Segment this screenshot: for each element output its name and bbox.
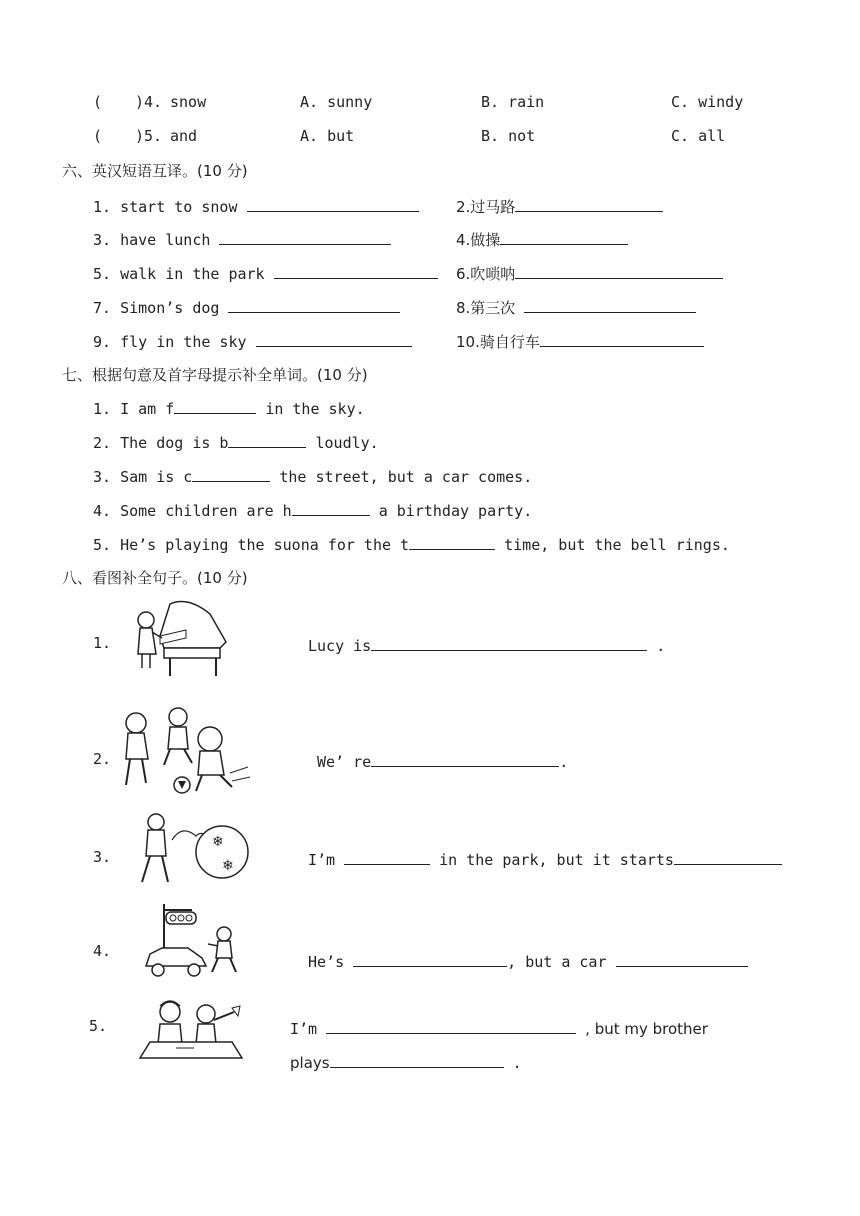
picture-item-number: 2. [93,750,112,768]
sentence-text: in the park, but it starts [439,851,674,869]
picture-sentence [308,634,665,655]
phrase-text: 1. start to snow [93,198,238,216]
sentence-text: plays [290,1054,330,1072]
answer-blank[interactable] [228,431,306,448]
answer-blank[interactable] [219,228,391,245]
boy-crossing-street-picture [140,900,245,982]
answer-paren-open[interactable]: ( [93,127,103,145]
girl-writing-boy-playing-suona-picture [136,998,246,1064]
option-a[interactable]: A. but [300,127,355,145]
phrase-text: 7. Simon’s dog [93,299,220,317]
answer-blank[interactable] [674,848,782,865]
answer-blank[interactable] [326,1017,576,1034]
phrase-text: 6.吹唢呐 [456,265,516,283]
picture-sentence [317,750,568,771]
sentence-number: 5. [93,536,112,554]
answer-blank[interactable] [515,262,723,279]
picture-sentence [308,950,748,971]
answer-paren-close: ) [135,127,145,145]
option-c[interactable]: C. windy [671,93,744,111]
sentence-text: He’s playing the suona for the t [120,536,410,554]
svg-text:❄: ❄ [212,834,224,850]
sentence-text: time, but the bell rings. [504,536,730,554]
phrase-text: 2.过马路 [456,198,516,216]
phrase-text: 8.第三次 [456,299,516,317]
picture-sentence [308,848,782,869]
answer-blank[interactable] [524,296,696,313]
sentence-end: . [559,753,569,771]
answer-blank[interactable] [616,950,748,967]
sentence-text: a birthday party. [378,502,533,520]
answer-blank[interactable] [292,499,370,516]
answer-blank[interactable] [353,950,507,967]
sentence-text: I’m [308,851,336,869]
sentence-number: 4. [93,502,112,520]
answer-paren-close: ) [135,93,145,111]
phrase-text: 10.骑自行车 [456,333,540,351]
sentence-number: 3. [93,468,112,486]
sentence-text: , but a car [507,953,607,971]
sentence-text: Lucy is [308,637,372,655]
section-6-title: 六、英汉短语互译。(10 分) [62,162,248,180]
phrase-item [93,228,391,249]
sentence-number: 2. [93,434,112,452]
sentence-item [93,431,379,452]
answer-blank[interactable] [192,465,270,482]
section-7-title: 七、根据句意及首字母提示补全单词。(10 分) [62,366,368,384]
phrase-item [93,330,412,351]
answer-blank[interactable] [228,296,400,313]
sentence-text: loudly. [315,434,379,452]
picture-item-number: 3. [93,848,112,866]
answer-blank[interactable] [500,228,628,245]
phrase-item [456,195,663,217]
girl-playing-piano-picture [130,596,230,678]
children-playing-football-picture [112,703,252,798]
question-number: 4. [144,93,163,111]
svg-text:❄: ❄ [222,858,234,874]
sentence-text: I’m [290,1020,318,1038]
question-word: and [170,127,198,145]
sentence-text: I am f [120,400,175,418]
sentence-item [93,499,532,520]
sentence-text: He’s [308,953,345,971]
answer-blank[interactable] [344,848,430,865]
phrase-item [456,296,696,318]
phrase-item [456,228,628,250]
sentence-number: 1. [93,400,112,418]
phrase-text: 9. fly in the sky [93,333,247,351]
option-c[interactable]: C. all [671,127,726,145]
option-b[interactable]: B. rain [481,93,545,111]
picture-item-number: 4. [93,942,112,960]
picture-sentence [290,1017,708,1038]
phrase-item [93,195,419,216]
section-8-title: 八、看图补全句子。(10 分) [62,569,248,587]
sentence-item [93,465,532,486]
answer-blank[interactable] [371,634,647,651]
answer-blank[interactable] [515,195,663,212]
sentence-text: Sam is c [120,468,193,486]
phrase-item [93,262,438,283]
sentence-end: . [512,1054,522,1072]
sentence-text: We’ re [317,753,372,771]
phrase-item [456,262,723,284]
picture-sentence-continued [290,1051,522,1072]
phrase-item [456,330,704,352]
sentence-text: , but my brother [585,1020,708,1038]
answer-blank[interactable] [330,1051,504,1068]
boy-walking-snow-picture [132,810,250,890]
phrase-text: 4.做操 [456,231,501,249]
answer-blank[interactable] [247,195,419,212]
sentence-text: The dog is b [120,434,229,452]
sentence-end: . [656,637,666,655]
sentence-item [93,397,365,418]
question-number: 5. [144,127,163,145]
picture-item-number: 5. [89,1017,108,1035]
answer-blank[interactable] [409,533,495,550]
sentence-text: Some children are h [120,502,292,520]
answer-blank[interactable] [371,750,559,767]
phrase-text: 3. have lunch [93,231,211,249]
option-a[interactable]: A. sunny [300,93,373,111]
answer-blank[interactable] [274,262,438,279]
answer-blank[interactable] [256,330,412,347]
phrase-text: 5. walk in the park [93,265,265,283]
sentence-text: the street, but a car comes. [279,468,533,486]
question-word: snow [170,93,207,111]
answer-blank[interactable] [174,397,256,414]
answer-blank[interactable] [540,330,704,347]
sentence-text: in the sky. [265,400,365,418]
phrase-item [93,296,400,317]
picture-item-number: 1. [93,634,112,652]
sentence-item [93,533,730,554]
option-b[interactable]: B. not [481,127,536,145]
answer-paren-open[interactable]: ( [93,93,103,111]
